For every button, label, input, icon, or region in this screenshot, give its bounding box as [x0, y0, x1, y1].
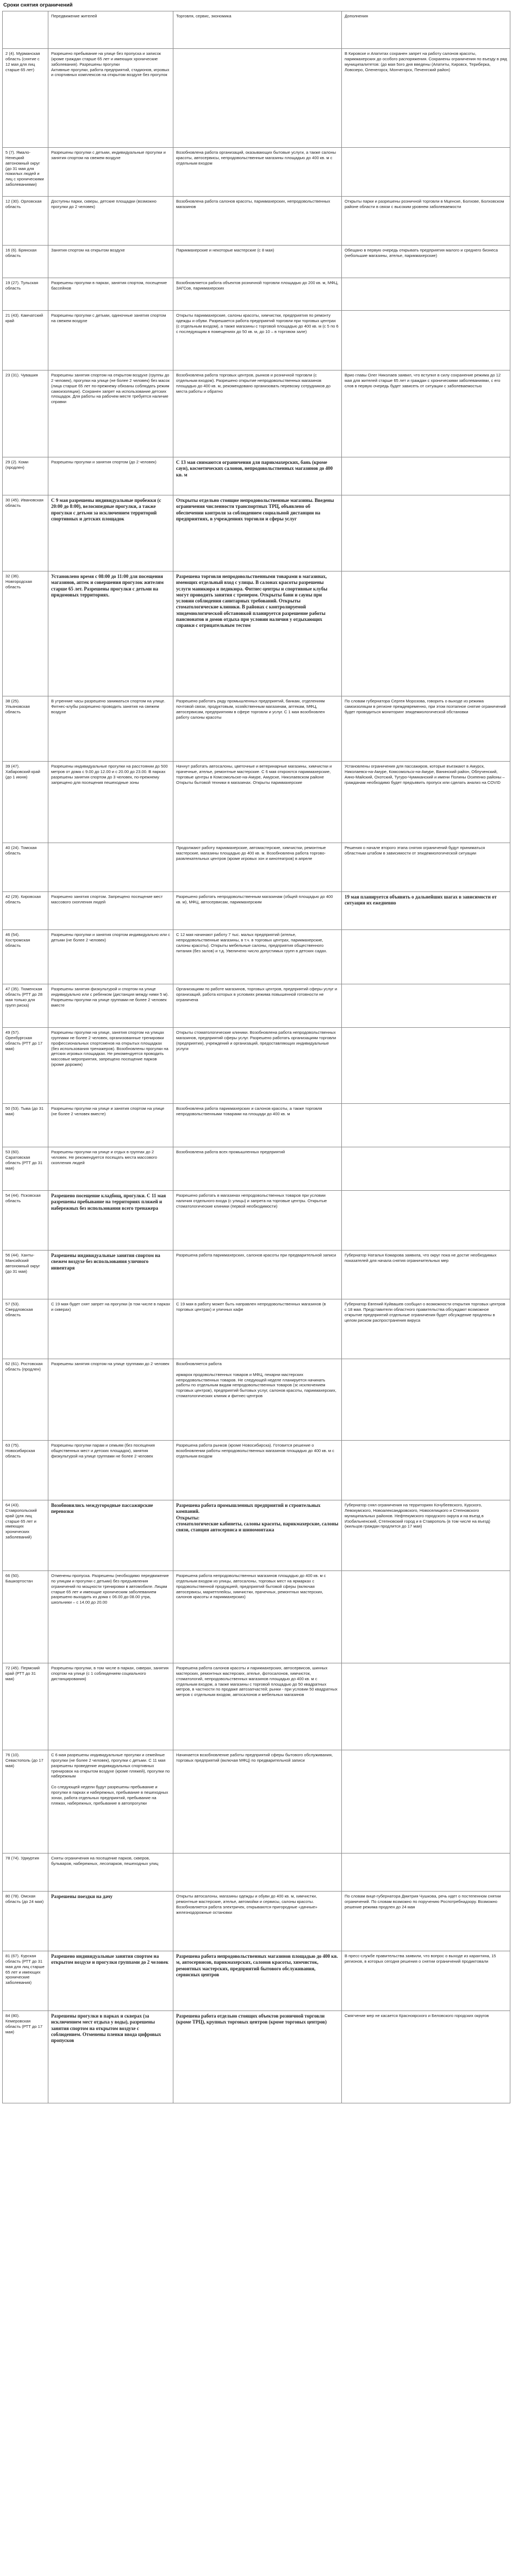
notes-cell: Установлены ограничения для пассажиров, которые въезжают в Амурск, Николаевск-на-Амуре, Комсомольск-на-Амуре, Ванинский район, Облученский, Аяно-Майский, Охотский, Тугуро-Чумиканский и имени Полины Осипенко районы – гражданам необходимо будет предъявить пропуск или сделать анализ на COVID — [342, 762, 510, 843]
table-row — [3, 1500, 510, 1571]
table-row — [3, 1104, 510, 1147]
region-cell: 38 (25). Ульяновская область — [3, 696, 48, 762]
restrictions-table — [2, 11, 510, 2103]
notes-cell: В пресс-службе правительства заявили, что вопрос о выходе из карантина, 15 регионов, в которых сегодня решения о снятии ограничений продиктовали — [342, 1951, 510, 2011]
table-row — [3, 370, 510, 457]
trade-cell: Возобновляется работа ирмарок продовольственных товаров и МФЦ, пекарни мастерских непродовольственных товаров. Не следующей неделе планируется начинать работы по отдельным видам непродовольственных товаров (зс исключением торговых центров), предприятий бытовых услуг, салонов красоты, парикмахерских, стоматологических клиник и фитнес-центров — [173, 1359, 342, 1441]
notes-cell — [342, 984, 510, 1028]
table-row — [3, 148, 510, 197]
region-cell: 23 (31). Чувашия — [3, 370, 48, 457]
notes-cell: 19 мая планируется объявить о дальнейших шагах в зависимости от ситуации их ежедневно — [342, 892, 510, 930]
movement-cell: Отменены пропуска. Разрешены (необходимо передвижение по улицам и прогулки с детьми) без предъявления ограничений по мощности тренировки в автомобиле. Лицам старше 65 лет и имеющие хроническим заболеванием разрешено выходить из дома с 06.00 до 08.00 утра, школьники – с 14.00 до 20.00 — [48, 1571, 173, 1663]
table-row — [3, 1147, 510, 1191]
table-row — [3, 1663, 510, 1750]
trade-cell: Разрешена работа салонов красоты и парикмахерских, автосервисов, шинных мастерских, ремонтных мастерских, ателье, фотосалонов, химчисток, стоматологий, непродовольственных магазинов площадью до 400 кв. м с отдельным входом, а также магазины с торговой площадью до 50 квадратных метров, в частности по продаже автозапчастей; рынки - при условии 50 квадратных метров с отдельным входом, автосалонов и мебельных магазинов — [173, 1663, 342, 1750]
table-row — [3, 49, 510, 148]
trade-cell: С 12 мая начинают работу 7 тыс. малых предприятий (ателье, непродовольственные магазины, в т.ч. в торговых центрах, парикмахерские, салоны красоты). Открыты мебельные салоны, предприятия общественного питания (без залов) и т.д. Увеличено число допустимых групп в детских садах. — [173, 930, 342, 984]
region-cell: 63 (75). Новосибирская область — [3, 1441, 48, 1500]
movement-cell: Разрешены индивидуальные занятия спортом на свежем воздухе без использования уличного инвентаря — [48, 1251, 173, 1299]
trade-cell — [173, 1854, 342, 1892]
notes-cell: По словам губернатора Сергея Морозова, говорить о выходе из режима самоизоляции в регионе преждевременно, при этом поэтапное снятие ограничений будет проводиться мониторинг эпидемиологической обстановки — [342, 696, 510, 762]
region-cell: 46 (54). Костромская область — [3, 930, 48, 984]
header-trade: Торговля, сервис, экономика — [173, 11, 342, 49]
notes-cell: Врио главы Олег Николаев заявил, что вступил в силу сохранение режима до 12 мая для жителей старше 65 лет и граждан с хроническими заболеваниями, с его слов в первую очередь будет зависеть от ситуации с заболеваемостью — [342, 370, 510, 457]
trade-cell: Продолжают работу парикмахерские, автомастерские, химчистки, ремонтные мастерские, магазины площадью до 400 кв. м. Возобновлена работа торгово-развлекательных центров (кроме игровых зон и кинотеатров) в апреле — [173, 843, 342, 892]
trade-cell: С 13 мая снимаются ограничения для парикмахерских, бань (кроме саун), косметических салонов, непродовольственных магазинов до 400 кв. м — [173, 457, 342, 495]
movement-cell: С 19 мая будет снят запрет на прогулки (в том числе в парках и скверах) — [48, 1299, 173, 1359]
movement-cell: Разрешены прогулки и занятия спортом (до 2 человек) — [48, 457, 173, 495]
trade-cell: Возобновлена работа салонов красоты, парикмахерских, непродовольственных магазинов — [173, 197, 342, 246]
movement-cell: Разрешено посещение кладбищ, прогулки. С 11 мая разрешены пребывание на территориях пляжей и набережных без использования всего тренажера — [48, 1191, 173, 1251]
movement-cell: Установлено время с 08:00 до 11:00 для посещения магазинов, аптек и совершения прогулок жителям старше 65 лет. Разрешены прогулки с детьми на придомовых территориях. — [48, 571, 173, 696]
movement-cell: Разрешены прогулки с детьми, одиночные занятия спортом на свежем воздухе — [48, 311, 173, 370]
trade-cell: Возобновлена работа всех промышленных предприятий — [173, 1147, 342, 1191]
header-movement: Передвижение жителей — [48, 11, 173, 49]
region-cell: 30 (45). Ивановская область — [3, 495, 48, 571]
trade-cell: Разрешена работа отдельно стоящих объектов розничной торговли (кроме ТРЦ), крупных торговых центров (кроме торговых центров) — [173, 2011, 342, 2103]
notes-cell — [342, 1750, 510, 1854]
region-cell: 76 (10). Севастополь (до 17 мая) — [3, 1750, 48, 1854]
movement-cell: Сняты ограничения на посещение парков, скверов, бульваров, набережных, лесопарков, пешеходных улиц — [48, 1854, 173, 1892]
table-row — [3, 1854, 510, 1892]
table-row — [3, 197, 510, 246]
trade-cell: Разрешена работа непродовольственных магазинов площадью до 400 кв. м с отдельным входом из улицы, автосалоны, торговых мест на ярмарках с продовольственной продукцией, предприятий бытовой сферы (включая автосервисы, маркетплейсы, химчистки, прачечных, ремонтных мастерских, салонов красоты и парикмахерских) — [173, 1571, 342, 1663]
trade-cell: Начинается возобновление работы предприятий сферы бытового обслуживания, торговых предприятий (включая МФЦ) по предварительной записи — [173, 1750, 342, 1854]
table-row — [3, 1750, 510, 1854]
trade-cell: Открыты автосалоны, магазины одежды и обуви до 400 кв. м, химчистки, ремонтные мастерские, ателье, автомойки и сервисы, салоны красоты. Возобновляется работа электричек, открываются пригородные «дачные» железнодорожные остановки — [173, 1892, 342, 1951]
trade-cell: Открыты стоматологические клиники. Возобновлена работа непродовольственных магазинов, предприятий сферы услуг. Разрешено работать организациям торговли (предприятия), учреждений и организаций, предоставляющих индивидуальные услуги — [173, 1028, 342, 1104]
table-row — [3, 1028, 510, 1104]
region-cell: 42 (29). Кировская область — [3, 892, 48, 930]
trade-cell: Разрешена работа непродовольственных магазинов площадью до 400 кв. м, автосервисов, парикмахерских, салонов красоты, химчисток, ремонтных мастерских, предприятий бытового обслуживания, сервисных центров — [173, 1951, 342, 2011]
region-cell: 66 (50). Башкортостан — [3, 1571, 48, 1663]
movement-cell: Разрешены прогулки в парках, занятия спортом, посещение бассейнов — [48, 278, 173, 311]
notes-cell — [342, 1028, 510, 1104]
table-row — [3, 1359, 510, 1441]
movement-cell: Разрешены индивидуальные прогулки на расстоянии до 500 метров от дома с 9.00 до 12.00 и с 20.00 до 23.00. В парках разрешены занятия спортом до 3 человек, по-прежнему запрещено для посещения пешеходные зоны — [48, 762, 173, 843]
trade-cell: Открыты парикмахерские, салоны красоты, химчистки, предприятия по ремонту одежды и обуви. Разрешается работа предприятий торговли при торговых центрах (с отдельным входом), а также магазины с торговой площадью до 400 кв. м (с 5 по 6 с последующим в помещениях до 50 кв. м, до 10 – в торговом зале) — [173, 311, 342, 370]
notes-cell — [342, 1191, 510, 1251]
movement-cell: Занятия спортом на открытом воздухе — [48, 246, 173, 278]
region-cell: 21 (43). Камчатский край — [3, 311, 48, 370]
notes-cell — [342, 495, 510, 571]
trade-cell: Разрешено работать непродовольственным магазинам (общей площадью до 400 кв. м), МФЦ, автосервисам, парикмахерским — [173, 892, 342, 930]
movement-cell: Разрешены прогулки на улице, занятия спортом на улицах группами не более 2 человек, организованные тренировки профессиональных спортсменов на открытых площадках (без использования тренажеров). Возобновлены прогулки на детских игровых площадках. Не рекомендуется проводить массовые мероприятия, запрещено посещение парков (кроме дорожек) — [48, 1028, 173, 1104]
table-row — [3, 1251, 510, 1299]
table-row — [3, 1441, 510, 1500]
table-row — [3, 278, 510, 311]
notes-cell — [342, 1854, 510, 1892]
movement-cell: С 6 мая разрешены индивидуальные прогулки и семейные прогулки (не более 2 человек), прогулки с детьми. С 11 мая разрешены проведение индивидуальных спортивных тренировок на открытом воздухе (кроме пляжей), прогулки по набережным Со следующей недели будут разрешены пребывание и прогулки в парках и набережных, пребывание в пешеходных зонах, работа отдельных предприятий, пребывание на пляжах, набережных, пребывание в автопрогулки — [48, 1750, 173, 1854]
table-row — [3, 762, 510, 843]
notes-cell: Решения о начале второго этапа снятия ограничений будут приниматься областным штабом в зависимости от эпидемиологической ситуации — [342, 843, 510, 892]
notes-cell: Губернатор Евгений Куйвашев сообщил о возможности открытия торговых центров с 18 мая. Представители областного правительства обсуждают возможное открытие предприятий отдельные ограничения будет обсуждение продлены в целом риском распространения вируса — [342, 1299, 510, 1359]
notes-cell — [342, 278, 510, 311]
region-cell: 5 (7). Ямало-Ненецкий автономный округ (до 31 мая для пожилых людей и лиц с хроническими заболеваниями) — [3, 148, 48, 197]
table-row — [3, 311, 510, 370]
region-cell: 80 (78). Омская область (до 24 мая) — [3, 1892, 48, 1951]
region-cell: 81 (67). Курская область (РТТ до 31 мая для лиц старше 65 лет и имеющих хронические заболевания) — [3, 1951, 48, 2011]
movement-cell: С 9 мая разрешены индивидуальные пробежки (с 20:00 до 8:00), велосипедные прогулки, а также прогулки с детьми за исключением территорий спортивных и детских площадок — [48, 495, 173, 571]
notes-cell — [342, 930, 510, 984]
table-row — [3, 696, 510, 762]
notes-cell: Губернатор Наталья Комарова заявила, что округ пока не достиг необходимых показателей для начала снятия ограничительных мер — [342, 1251, 510, 1299]
region-cell: 2 (4). Мурманская область (снятие с 12 мая для лиц старше 65 лет) — [3, 49, 48, 148]
movement-cell: Доступны парки, скверы, детские площадки (возможно прогулки до 2 человек) — [48, 197, 173, 246]
region-cell: 53 (60). Саратовская область (РТТ до 31 мая) — [3, 1147, 48, 1191]
notes-cell — [342, 311, 510, 370]
notes-cell: По словам вице-губернатора Дмитрия Чушкова, речь идет о постепенном снятии ограничений. По словам возможно по поручению Роспотребнадзору. Возможно решение режима продлен до 24 мая — [342, 1892, 510, 1951]
region-cell: 19 (27). Тульская область — [3, 278, 48, 311]
movement-cell: Разрешено занятия спортом. Запрещено посещение мест массового скопления людей — [48, 892, 173, 930]
trade-cell: Разрешена работа промышленных предприятий и строительных компаний. Открыты: стоматологические кабинеты, салоны красоты, парикмахерские, салоны связи, станции автосервиса и шиномонтажа — [173, 1500, 342, 1571]
region-cell: 78 (74). Удмуртия — [3, 1854, 48, 1892]
trade-cell: Начнут работать автосалоны, цветочные и ветеринарные магазины, химчистки и прачечные, ателье, ремонтные мастерские. С 6 мая откроются парикмахерские, торговые центры в Комсомольске-на-Амуре, Амурске, Николаевском районе Открыты бытовой техники в магазинах. Открыты парикмахерские — [173, 762, 342, 843]
table-row — [3, 1892, 510, 1951]
movement-cell: Разрешены занятия физкультурой и спортом на улице индивидуально или с ребенком (дистанция между ними 5 м). Разрешены прогулки на улице группами не более 2 человек вместе — [48, 984, 173, 1028]
movement-cell: Разрешены занятия спортом на улице группами до 2 человек — [48, 1359, 173, 1441]
notes-cell: Губернатор снял ограничения на территориях Кочубеевского, Курского, Левокумского, Новоалександровского, Новоселицкого и Степновского муниципальных районов. Нефтекумского городского округа и на въезд в Изобильненский, Степновский город и в Ставрополь (в том числе на въезд) (жильцов граждан продлится до 17 мая) — [342, 1500, 510, 1571]
table-row — [3, 892, 510, 930]
table-row — [3, 843, 510, 892]
notes-cell — [342, 148, 510, 197]
region-cell: 49 (57). Оренбургская область (РТТ до 17 мая) — [3, 1028, 48, 1104]
movement-cell: Разрешены прогулки на улице и отдых в группах до 2 человек. Не рекомендуется посещать места массового скопления людей — [48, 1147, 173, 1191]
notes-cell: Открыты парки и разрешены розничной торговли в Мценске, Болхове, Болховском районе области в связи с высоким уровнем заболеваемости — [342, 197, 510, 246]
region-cell: 50 (53). Тыва (до 31 мая) — [3, 1104, 48, 1147]
region-cell: 32 (36). Новгородская область — [3, 571, 48, 696]
table-header-row — [3, 11, 510, 49]
table-row — [3, 2011, 510, 2103]
notes-cell — [342, 457, 510, 495]
movement-cell: В утренние часы разрешено заниматься спортом на улице. Фитнес-клубы разрешено проводить занятия на свежем воздухе — [48, 696, 173, 762]
trade-cell: Возобновляется работа объектов розничной торговли площадью до 200 кв. м, МФЦ, ЗАГСов, парикмахерских — [173, 278, 342, 311]
notes-cell: Смягчение мер не касается Красноярского и Беловского городских округов — [342, 2011, 510, 2103]
region-cell: 29 (2). Коми (продлен) — [3, 457, 48, 495]
movement-cell: Разрешены прогулки с детьми, индивидуальные прогулки и занятия спортом на свежем воздухе — [48, 148, 173, 197]
trade-cell: Разрешена торговля непродовольственными товарами в магазинах, имеющих отдельный вход с улицы. В салонах красоты разрешены услуги маникюра и педикюра. Фитнес-центры и спортивные клубы могут проводить занятия с тренером. Открыты бани и сауны при условии соблюдения санитарных требований. Открыты стоматологические клиники. В районах с контролируемой эпидемиологической обстановкой планируется разрешение работы пансионатов и домов отдыха при условии наличия у отдыхающих справки с отрицательным тестом — [173, 571, 342, 696]
table-body — [3, 49, 510, 2103]
table-row — [3, 1571, 510, 1663]
region-cell: 39 (47). Хабаровский край (до 1 июня) — [3, 762, 48, 843]
region-cell: 84 (80). Кемеровская область (РТТ до 17 мая) — [3, 2011, 48, 2103]
notes-cell: В Кировске и Апатитах сохранен запрет на работу салонов красоты, парикмахерских до особого распоряжения. Сохранены ограничения по въезду в ряд муниципалитетов: (до мая 5ого дня введены (Апатиты, Кировск, Териберка, Ловозеро, Оленегорск, Мончегорск, Печенгский район) — [342, 49, 510, 148]
table-row — [3, 1951, 510, 2011]
table-row — [3, 1299, 510, 1359]
movement-cell: Разрешено индивидуальные занятия спортом на открытом воздухе и прогулки группами до 2 человек — [48, 1951, 173, 2011]
movement-cell: Разрешены поездки на дачу — [48, 1892, 173, 1951]
trade-cell: Возобновлена работа торговых центров, рынков и розничной торговли (с отдельным входом). Разрешено открытие непродовольственных магазинов площадью до 400 кв. м, рекомендовано организовать перевозку сотрудников до места работы и обратно — [173, 370, 342, 457]
region-cell: 54 (44). Псковская область — [3, 1191, 48, 1251]
trade-cell: Открыты отдельно стоящие непродовольственные магазины. Введены ограничения численности транспортных ТРЦ, объявлено об обеспечении контроля за соблюдением социальной дистанции на предприятиях, в учреждениях торговли и сферы услуг — [173, 495, 342, 571]
table-row — [3, 1191, 510, 1251]
notes-cell — [342, 1571, 510, 1663]
notes-cell — [342, 1104, 510, 1147]
movement-cell: Разрешены прогулки и занятия спортом индивидуально или с детьми (не более 2 человек) — [48, 930, 173, 984]
movement-cell: Разрешены прогулки, в том числе в парках, скверах, занятия спортом на улице (с 1 соблюдением социального дистанцирования) — [48, 1663, 173, 1750]
region-cell: 62 (61). Ростовская область (продлен) — [3, 1359, 48, 1441]
movement-cell: Разрешены занятия спортом на открытом воздухе (группы до 2 человек), прогулки на улице (не более 2 человек) без масок (лица старше 65 лет по-прежнему обязаны соблюдать режим самоизоляции). Сохранен запрет на использование детских площадок. Для работы на рабочем месте требуется наличие справки — [48, 370, 173, 457]
region-cell: 40 (24). Томская область — [3, 843, 48, 892]
trade-cell: Возобновлена работа парикмахерских и салонов красоты, а также торговля непродовольственными товарами на площади до 400 кв. м — [173, 1104, 342, 1147]
header-region — [3, 11, 48, 49]
notes-cell — [342, 571, 510, 696]
trade-cell: Организациям по работе магазинов, торговых центров, предприятий сферы услуг и организаций, работа которых в условиях режима повышенной готовности не ограничена — [173, 984, 342, 1028]
region-cell: 56 (44). Ханты-Мансийский автономный округ (до 31 мая) — [3, 1251, 48, 1299]
notes-cell: Обещано в первую очередь открывать предприятия малого и среднего бизнеса (небольшие магазины, ателье, парикмахерские) — [342, 246, 510, 278]
trade-cell: Парикмахерские и некоторые мастерские (с 8 мая) — [173, 246, 342, 278]
trade-cell: С 19 мая в работу может быть направлен непродовольственных магазинов (в торговых центрах) и уличных кафе — [173, 1299, 342, 1359]
table-row — [3, 571, 510, 696]
movement-cell — [48, 843, 173, 892]
notes-cell — [342, 1359, 510, 1441]
movement-cell: Возобновились междугородные пассажирские перевозки — [48, 1500, 173, 1571]
trade-cell: Разрешена работа парикмахерских, салонов красоты при предварительной записи — [173, 1251, 342, 1299]
region-cell: 64 (43). Ставропольский край (для лиц старше 65 лет и имеющих хронических заболеваний) — [3, 1500, 48, 1571]
region-cell: 72 (45). Пермский край (РТТ до 31 мая) — [3, 1663, 48, 1750]
table-row — [3, 984, 510, 1028]
table-row — [3, 246, 510, 278]
table-row — [3, 495, 510, 571]
movement-cell: Разрешены прогулки на улице и занятия спортом на улице (не более 2 человек вместе) — [48, 1104, 173, 1147]
notes-cell — [342, 1147, 510, 1191]
header-notes: Дополнения — [342, 11, 510, 49]
trade-cell — [173, 49, 342, 148]
notes-cell — [342, 1663, 510, 1750]
trade-cell: Разрешена работа рынков (кроме Новосибирска). Готовится решение о возобновлении работы непродовольственных магазинов площадью до 400 кв. м с отдельным входом — [173, 1441, 342, 1500]
notes-cell — [342, 1441, 510, 1500]
table-row — [3, 457, 510, 495]
region-cell: 57 (53). Свердловская область — [3, 1299, 48, 1359]
trade-cell: Разрешено работать в магазинах непродовольственных товаров при условии наличия отдельного входа (с улицы) и запрета на торговые центры. Открытые стоматологические клиники (первой необходимости) — [173, 1191, 342, 1251]
trade-cell: Разрешено работать ряду промышленных предприятий, банкам, отделениям почтовой связи, продуктовым, хозяйственным магазинам, аптекам, МФЦ, автосервисам, предприятиям в сфере торговли и услуг. С 1 мая возобновлен работу салоны красоты — [173, 696, 342, 762]
region-cell: 47 (35). Тюменская область (РТТ до 28 мая только для групп риска) — [3, 984, 48, 1028]
trade-cell: Возобновлена работа организаций, оказывающих бытовые услуги, а также салоны красоты, автосервисы, непродовольственные магазины площадью до 400 кв. м с отдельным входом — [173, 148, 342, 197]
movement-cell: Разрешено пребывание на улице без пропуска и записок (кроме граждан старше 65 лет и имеющих хронические заболевания). Разрешены прогулки Активные прогулки, работа предприятий, стадионов, игровых и спортивных комплексов на открытом воздухе без прогулок — [48, 49, 173, 148]
movement-cell: Разрешены прогулки в парках и скверах (за исключением мест отдыха у воды), разрешены занятия спортом на открытом воздухе с соблюдением. Отменены пленки ввода цифровых пропусков — [48, 2011, 173, 2103]
page-title: Сроки снятия ограничений — [3, 2, 73, 8]
region-cell: 12 (30). Орловская область — [3, 197, 48, 246]
movement-cell: Разрешены прогулки парам и семьям (без посещения общественных мест и детских площадок), занятия физкультурой на улице группами не более 2 человек — [48, 1441, 173, 1500]
region-cell: 16 (6). Брянская область — [3, 246, 48, 278]
table-row — [3, 930, 510, 984]
